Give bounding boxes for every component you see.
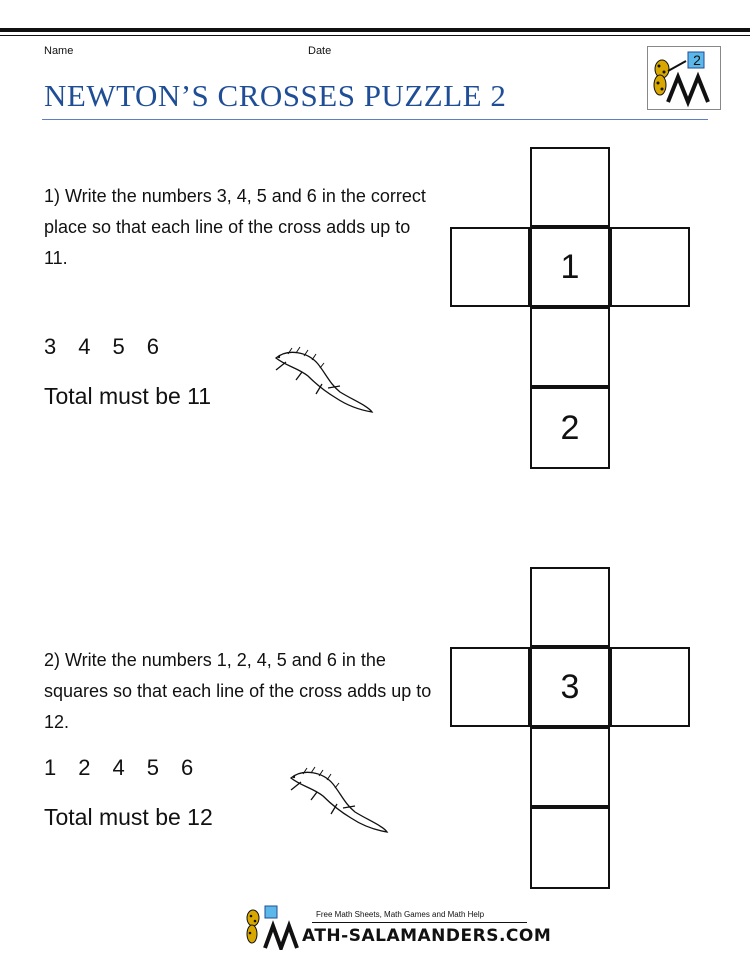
puzzle-2-instructions: 2) Write the numbers 1, 2, 4, 5 and 6 in the squares so that each line of the cross adds up to 12. [44, 650, 432, 732]
number-item: 5 [146, 755, 159, 780]
cross-2-below-cell[interactable] [530, 727, 610, 807]
footer-rule [312, 922, 527, 923]
cross-1-below-cell[interactable] [530, 307, 610, 387]
number-item: 6 [146, 334, 159, 359]
puzzle-2-numbers [44, 755, 215, 781]
puzzle-1-total: Total must be 11 [44, 383, 212, 409]
title-underline [42, 119, 708, 120]
footer-site-link[interactable]: ATH-SALAMANDERS.COM [302, 926, 552, 946]
cross-1-right-cell[interactable] [610, 227, 690, 307]
number-item: 1 [44, 755, 57, 780]
cross-1-center-cell[interactable]: 1 [530, 227, 610, 307]
number-item: 4 [78, 334, 91, 359]
cross-2-right-cell[interactable] [610, 647, 690, 727]
cross-2-bottom-cell[interactable] [530, 807, 610, 889]
number-item: 5 [112, 334, 125, 359]
date-label: Date [308, 45, 332, 57]
grade-logo [647, 46, 721, 110]
salamander-icon [268, 340, 378, 415]
page-title: NEWTON’S CROSSES PUZZLE 2 [44, 78, 507, 113]
name-label: Name [44, 45, 74, 57]
number-item: 4 [112, 755, 125, 780]
cross-2-center-cell[interactable]: 3 [530, 647, 610, 727]
grade-badge: 2 [693, 52, 701, 68]
number-item: 2 [78, 755, 91, 780]
footer-salamander-logo-icon [243, 904, 301, 950]
cross-2-top-cell[interactable] [530, 567, 610, 647]
cross-1-left-cell[interactable] [450, 227, 530, 307]
salamander-logo-icon [648, 47, 720, 109]
number-item: 3 [44, 334, 57, 359]
cross-2-left-cell[interactable] [450, 647, 530, 727]
footer-tagline: Free Math Sheets, Math Games and Math Help [316, 910, 485, 919]
puzzle-1-numbers [44, 334, 181, 360]
cross-1-top-cell[interactable] [530, 147, 610, 227]
puzzle-1-instructions: 1) Write the numbers 3, 4, 5 and 6 in the correct place so that each line of the cross adds up to 11. [44, 186, 426, 268]
cross-1-bottom-cell[interactable]: 2 [530, 387, 610, 469]
puzzle-2-total: Total must be 12 [44, 804, 213, 830]
top-border [0, 28, 750, 32]
top-border-thin [0, 35, 750, 36]
salamander-icon [283, 760, 393, 835]
number-item: 6 [181, 755, 194, 780]
